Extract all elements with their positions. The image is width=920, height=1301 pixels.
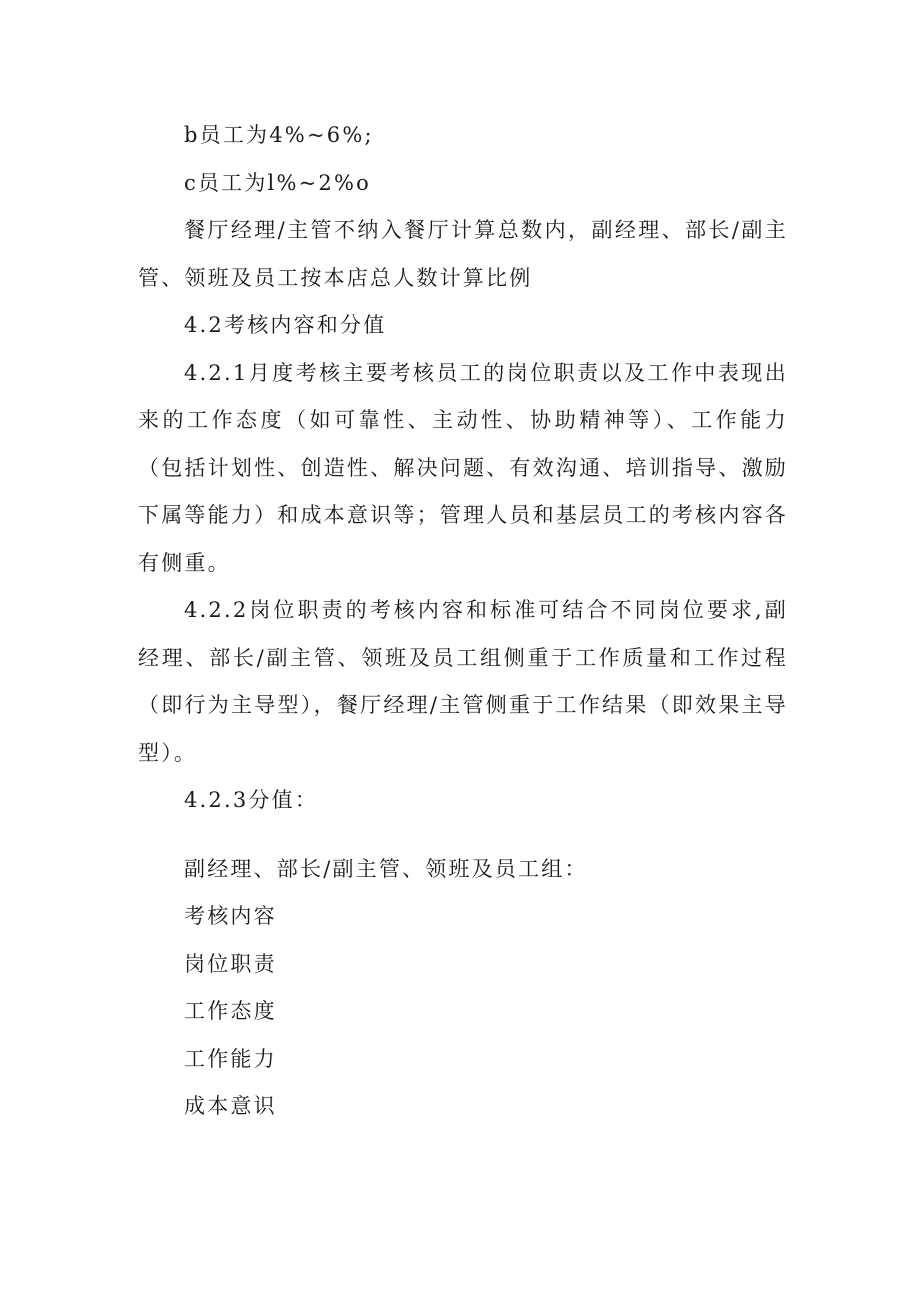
clause-4-2-2: 4.2.2岗位职责的考核内容和标准可结合不同岗位要求,副经理、部长/副主管、领班及员工组侧重于工作质量和工作过程（即行为主导型），餐厅经理/主管侧重于工作结果（即效果主导型）。 [138,598,788,765]
ratio-c-line: c员工为l%~2%o [184,170,371,195]
clause-4-2-1: 4.2.1月度考核主要考核员工的岗位职责以及工作中表现出来的工作态度（如可靠性、主动性、协助精神等）、工作能力（包括计划性、创造性、解决问题、有效沟通、培训指导、激励下属等能力）和成本意识等；管理人员和基层员工的考核内容各有侧重。 [138,360,788,575]
clause-4-2-3: 4.2.3分值： [184,788,319,812]
list-item: 工作态度 [184,999,277,1023]
list-item: 岗位职责 [184,951,277,976]
list-item: 考核内容 [184,904,277,928]
ratio-b-line: b员工为4%~6%; [184,123,374,147]
staff-group-label: 副经理、部长/副主管、领班及员工组： [184,856,588,881]
document-body [138,112,788,1131]
list-item: 工作能力 [184,1046,277,1071]
section-heading-4-2: 4.2考核内容和分值 [184,313,387,337]
manager-exclusion-paragraph: 餐厅经理/主管不纳入餐厅计算总数内，副经理、部长/副主管、领班及员工按本店总人数计算比例 [138,218,788,290]
list-item: 成本意识 [184,1094,277,1118]
